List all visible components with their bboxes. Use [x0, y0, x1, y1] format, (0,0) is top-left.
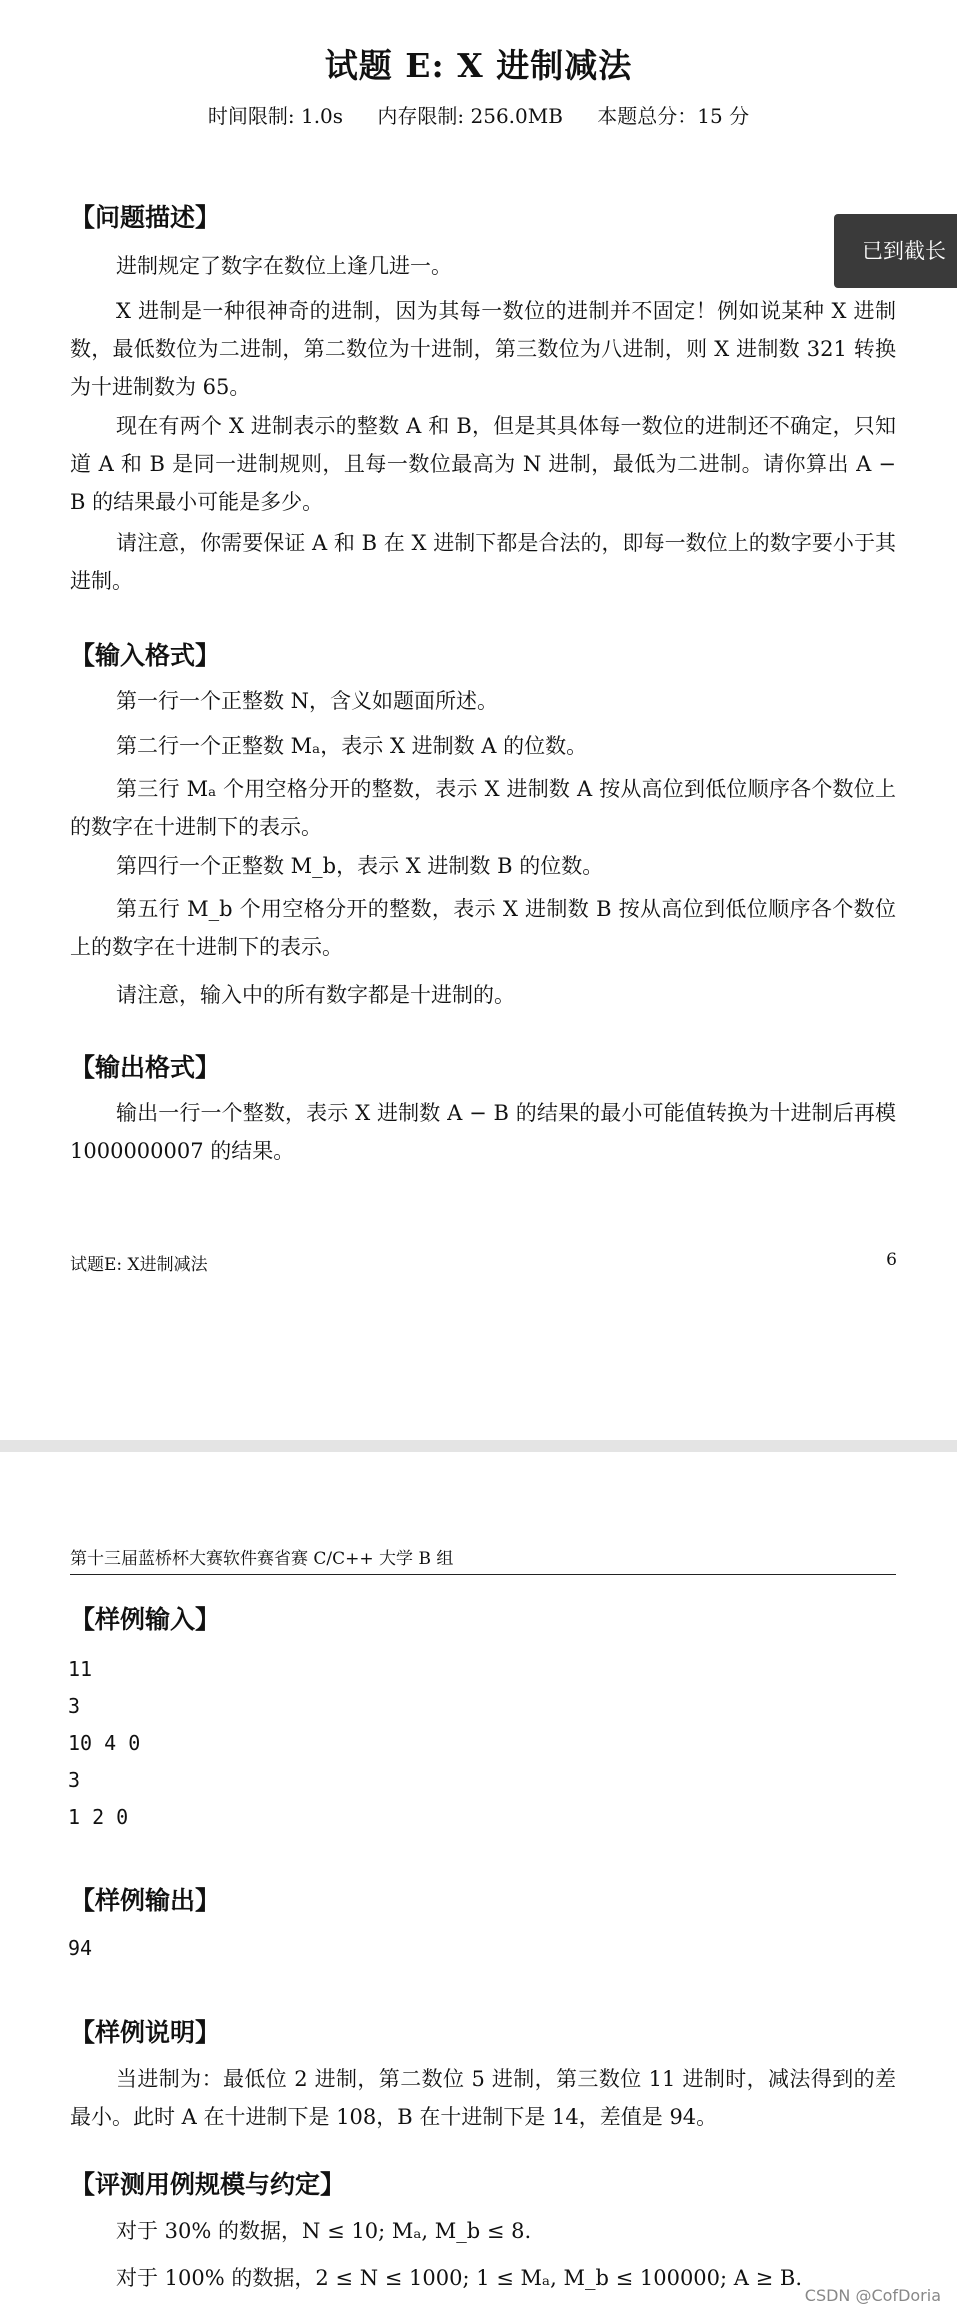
output-format-heading: 【输出格式】	[70, 1053, 221, 1082]
sample-explanation-paragraph: 当进制为：最低位 2 进制，第二数位 5 进制，第三数位 11 进制时，减法得到的差最小。此时 A 在十进制下是 108，B 在十进制下是 14，差值是 94。	[70, 2067, 896, 2129]
sample-input-line: 3	[68, 1768, 81, 1792]
header-rule	[70, 1574, 896, 1575]
sample-output-line: 94	[68, 1936, 93, 1960]
page-separator	[0, 1440, 957, 1452]
output-paragraph: 输出一行一个整数，表示 X 进制数 A − B 的结果的最小可能值转换为十进制后再模 1000000007 的结果。	[70, 1101, 896, 1163]
long-screenshot-button[interactable]: 已到截长	[834, 214, 957, 288]
input-paragraph: 第二行一个正整数 Mₐ，表示 X 进制数 A 的位数。	[116, 734, 588, 758]
page-number: 6	[886, 1250, 897, 1270]
watermark: CSDN @CofDoria	[804, 2286, 941, 2305]
input-paragraph: 第四行一个正整数 M_b，表示 X 进制数 B 的位数。	[116, 854, 604, 878]
problem-meta	[0, 100, 957, 129]
input-paragraph: 请注意，输入中的所有数字都是十进制的。	[116, 983, 515, 1007]
sample-output-heading: 【样例输出】	[70, 1886, 221, 1915]
description-paragraph: 现在有两个 X 进制表示的整数 A 和 B，但是其具体每一数位的进制还不确定，只知道 A 和 B 是同一进制规则，且每一数位最高为 N 进制，最低为二进制。请你算出 A − B 的结果最小可能是多少。	[70, 414, 896, 514]
sample-input-line: 3	[68, 1694, 81, 1718]
page-header: 第十三届蓝桥杯大赛软件赛省赛 C/C++ 大学 B 组	[70, 1549, 454, 1569]
sample-explanation-heading: 【样例说明】	[70, 2018, 221, 2047]
problem-title: 试题 E: X 进制减法	[324, 46, 633, 85]
constraints-paragraph: 对于 30% 的数据，N ≤ 10; Mₐ, M_b ≤ 8.	[116, 2219, 532, 2243]
input-paragraph: 第三行 Mₐ 个用空格分开的整数，表示 X 进制数 A 按从高位到低位顺序各个数位上的数字在十进制下的表示。	[70, 777, 896, 839]
sample-input-line: 1 2 0	[68, 1805, 129, 1829]
sample-input-line: 10 4 0	[68, 1731, 141, 1755]
total-score: 本题总分：15 分	[597, 104, 750, 128]
description-paragraph: 请注意，你需要保证 A 和 B 在 X 进制下都是合法的，即每一数位上的数字要小于其进制。	[70, 531, 896, 593]
constraints-paragraph: 对于 100% 的数据，2 ≤ N ≤ 1000; 1 ≤ Mₐ, M_b ≤ 100000; A ≥ B.	[116, 2266, 802, 2290]
description-paragraph: 进制规定了数字在数位上逢几进一。	[116, 254, 452, 278]
memory-limit: 内存限制: 256.0MB	[377, 104, 563, 128]
problem-description-heading: 【问题描述】	[70, 203, 221, 232]
input-paragraph: 第一行一个正整数 N，含义如题面所述。	[116, 689, 499, 713]
input-format-heading: 【输入格式】	[70, 641, 221, 670]
page-footer-title: 试题E: X进制减法	[70, 1255, 208, 1275]
description-paragraph: X 进制是一种很神奇的进制，因为其每一数位的进制并不固定！例如说某种 X 进制数，最低数位为二进制，第二数位为十进制，第三数位为八进制，则 X 进制数 321 转换为十进制数为 65。	[70, 299, 896, 399]
time-limit: 时间限制: 1.0s	[207, 104, 344, 128]
input-paragraph: 第五行 M_b 个用空格分开的整数，表示 X 进制数 B 按从高位到低位顺序各个数位上的数字在十进制下的表示。	[70, 897, 896, 959]
sample-input-line: 11	[68, 1657, 93, 1681]
sample-input-heading: 【样例输入】	[70, 1605, 221, 1634]
constraints-heading: 【评测用例规模与约定】	[70, 2170, 346, 2199]
